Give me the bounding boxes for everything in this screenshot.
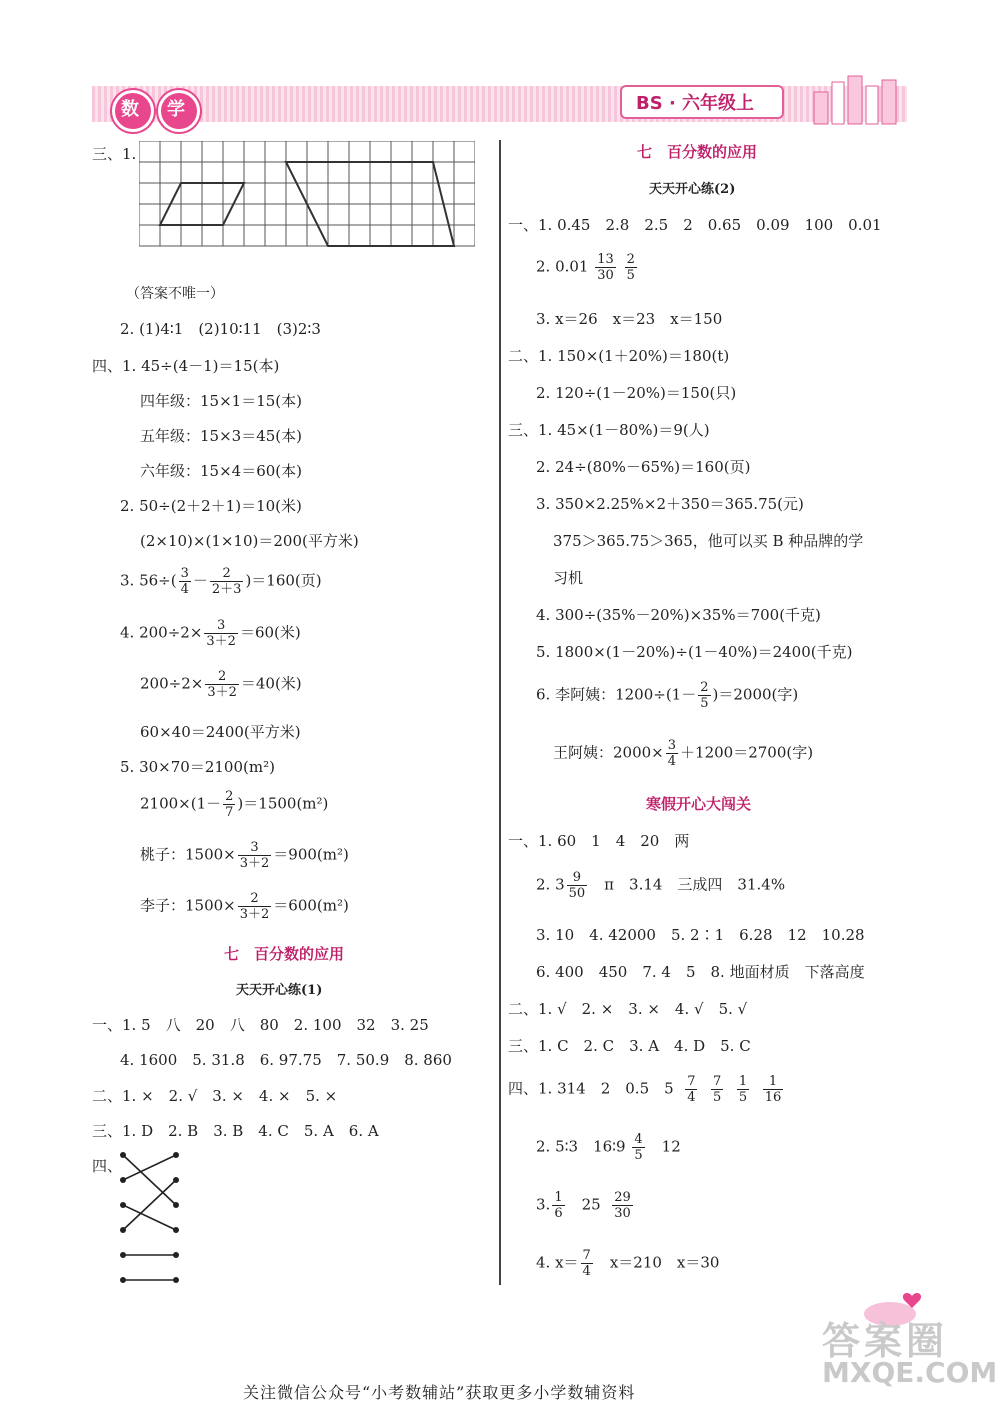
r5: 2. 120÷(1－20%)＝150(只) [536,384,737,402]
left-practice-title: 天天开心练(1) [236,983,323,998]
parallelogram-grid [139,141,475,247]
subject-char-1: 数 [121,99,139,120]
s4-4: 4. 200÷2× $\frac{3}{3+2}$ ＝60(米) [120,618,301,649]
r13: 6. 李阿姨：1200÷(1－ $\frac{2}{5}$ )＝2000(字) [536,680,799,711]
answer-note: （答案不唯一） [126,286,224,302]
r7: 2. 24÷(80%－65%)＝160(页) [536,458,751,476]
r1: 一、1. 0.45 2.8 2.5 2 0.65 0.09 100 0.01 [508,216,882,234]
r4: 二、1. 150×(1＋20%)＝180(t) [508,347,730,365]
w8: 2. 5∶3 16∶9 $\frac{4}{5}$ 12 [536,1132,681,1163]
footer-text: 关注微信公众号“小考数辅站”获取更多小学数辅资料 [243,1383,636,1402]
books-decoration-icon [808,72,908,126]
edition-label: BS · 六年级上 [636,93,755,114]
w6: 三、1. C 2. C 3. A 4. D 5. C [508,1037,751,1055]
r14: 王阿姨：2000× $\frac{3}{4}$ ＋1200＝2700(字) [553,738,814,769]
s4-2a: (2×10)×(1×10)＝200(平方米) [140,532,359,550]
p1-3: 二、1. × 2. √ 3. × 4. × 5. × [92,1087,338,1105]
r11: 4. 300÷(35%－20%)×35%＝700(千克) [536,606,821,624]
p1-1: 一、1. 5 八 20 八 80 2. 100 32 3. 25 [92,1016,429,1034]
r10: 习机 [553,569,584,587]
r12: 5. 1800×(1－20%)÷(1－40%)＝2400(千克) [536,643,853,661]
right-practice-title: 天天开心练(2) [649,182,736,197]
w2: 2. 3 $\frac{9}{50}$ π 3.14 三成四 31.4% [536,870,786,901]
s3-2: 2. (1)4∶1 (2)10∶11 (3)2∶3 [120,320,321,338]
s4-4c: 60×40＝2400(平方米) [140,723,301,741]
s4-5: 5. 30×70＝2100(m²) [120,758,275,776]
watermark-url: MXQE.COM [822,1356,998,1389]
watermark-logo: 答案圈 [822,1319,949,1363]
subject-char-2: 学 [167,99,185,120]
w9: 3. $\frac{1}{6}$ 25 $\frac{29}{30}$ [536,1190,631,1221]
right-unit-title: 七 百分数的应用 [637,143,758,161]
w5: 二、1. √ 2. × 3. × 4. √ 5. √ [508,1000,748,1018]
left-unit-title: 七 百分数的应用 [224,945,345,963]
w1: 一、1. 60 1 4 20 两 [508,832,690,850]
s4-5a: 2100×(1－ $\frac{2}{7}$ )＝1500(m²) [140,789,329,820]
s4-4b: 200÷2× $\frac{2}{3+2}$ ＝40(米) [140,669,302,700]
r2: 2. 0.01 $\frac{13}{30}$ $\frac{2}{5}$ [536,252,635,283]
r3: 3. x＝26 x＝23 x＝150 [536,310,723,328]
p1-4: 三、1. D 2. B 3. B 4. C 5. A 6. A [92,1122,379,1140]
s4-1a: 四年级：15×1＝15(本) [140,392,302,410]
r8: 3. 350×2.25%×2＋350＝365.75(元) [536,495,804,513]
w4: 6. 400 450 7. 4 5 8. 地面材质 下落高度 [536,963,865,981]
header-band [92,86,907,122]
column-divider [499,140,501,1285]
w10: 4. x＝ $\frac{7}{4}$ x＝210 x＝30 [536,1248,720,1279]
p1-5: 四、 [92,1157,123,1175]
s4-1b: 五年级：15×3＝45(本) [140,427,302,445]
w7: 四、1. 314 2 0.5 5 $\frac{7}{4}$ $\frac{7}{5}$ $\frac{1}{5}$ $\frac{1}{16}$ [508,1074,782,1105]
s4-3: 3. 56÷( $\frac{3}{4}$ － $\frac{2}{2+3}$ )＝160(页) [120,566,322,597]
s4-2: 2. 50÷(2＋2＋1)＝10(米) [120,497,302,515]
r6: 三、1. 45×(1－80%)＝9(人) [508,421,710,439]
w3: 3. 10 4. 42000 5. 2∶1 6.28 12 10.28 [536,926,865,944]
matching-lines-diagram [118,1150,182,1290]
s4-5b: 桃子：1500× $\frac{3}{3+2}$ ＝900(m²) [140,840,349,871]
section-3-label: 三、1. [92,145,137,163]
s4-5c: 李子：1500× $\frac{2}{3+2}$ ＝600(m²) [140,891,349,922]
winter-title: 寒假开心大闯关 [646,795,752,813]
r9: 375＞365.75＞365，他可以买 B 种品牌的学 [553,532,864,550]
s4-1: 四、1. 45÷(4－1)＝15(本) [92,357,280,375]
p1-2: 4. 1600 5. 31.8 6. 97.75 7. 50.9 8. 860 [120,1051,452,1069]
s4-1c: 六年级：15×4＝60(本) [140,462,302,480]
